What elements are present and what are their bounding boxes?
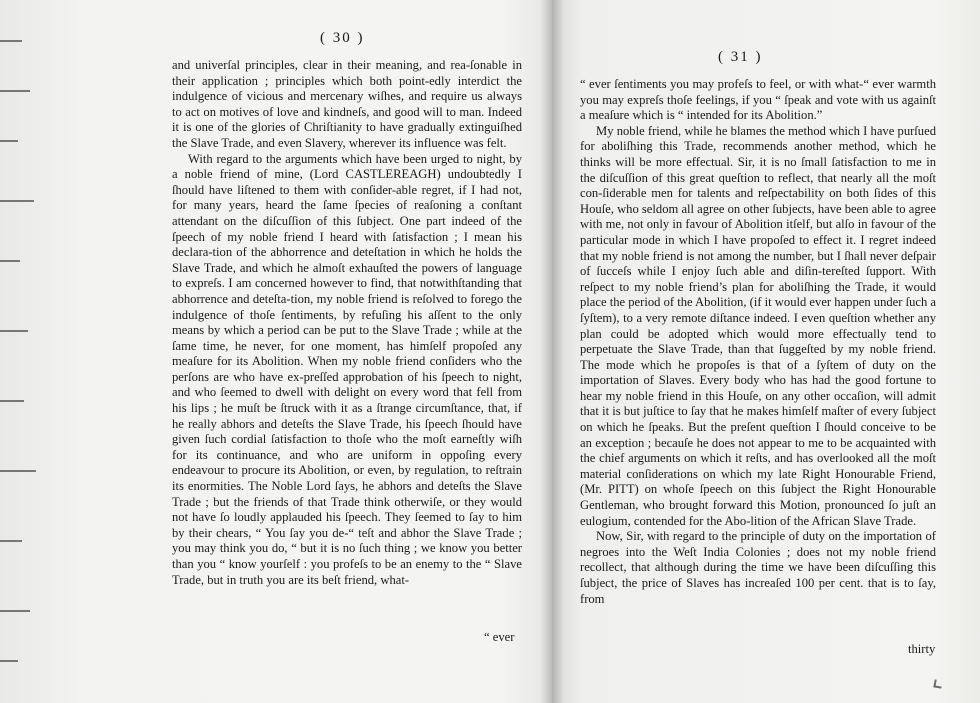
book-gutter	[540, 0, 564, 703]
catchword-left: “ ever	[484, 630, 515, 644]
right-text-column	[580, 77, 936, 607]
page-number-right: ( 31 )	[718, 49, 763, 65]
left-text-column	[172, 58, 522, 588]
catchword-right: thirty	[908, 642, 936, 656]
page-number-left: ( 30 )	[320, 30, 365, 46]
paper-mark	[933, 679, 942, 688]
page-edge-shadows	[0, 0, 60, 703]
paragraph: My noble friend, while he blames the method which I have purſued for aboliſhing this Trade, recommends another method, which he thinks will be more effectual. Sir, it is no ſmall ſatisfaction to me in the diſcuſſion of this great queſtion to reflect, that nearly all the moſt con-ſiderable men for talents and reſpectability on both ſides of this Houſe, who seldom all agree on other ſubjects, have been able to agree with me, not only in favour of Abolition itſelf, but alſo in favour of the particular mode in which I have propoſed to effect it. I regret indeed that my noble friend is not among the number, but I ſhall never deſpair of ſucceſs while I enjoy ſuch able and diſin-tereſted ſupport. With reſpect to my noble friend’s plan for aboliſhing the Trade, it would place the period of the Abolition, (if it would ever happen under ſuch a ſyſtem), to a very remote diſtance indeed. I even queſtion whether any plan could be adopted which would more effectually tend to perpetuate the Slave Trade, than that ſuggeſted by my noble friend. The mode which he propoſes is that of a ſyſtem of duty on the importation of Slaves. Every body who has had the good fortune to hear my noble friend in this Houſe, on any other occaſion, will admit that it is but juſtice to ſay that he makes himſelf maſter of every ſubject on which he ſpeaks. But the preſent queſtion I ſhould conceive to be an exception ; becauſe he does not appear to me to be acquainted with the chief arguments on which it reſts, and has overlooked all the moſt material conſiderations on which my late Right Honourable Friend, (Mr. PITT) on whoſe ſpeech on this ſubject the Right Honourable Gentleman, who brought forward this Motion, pronounced ſo juſt an eulogium, contended for the Abo-lition of the African Slave Trade.	[580, 123, 937, 528]
paragraph: and univerſal principles, clear in their meaning, and rea-ſonable in their application ; principles which both point-edly interdict the indulgence of vicious and mercenary wiſhes, and require us always to act on motives of love and kindneſs, and good will to man. Indeed it is one of the glories of Chriſtianity to have gradually extinguiſhed the Slave Trade, and even Slavery, wherever its influence was felt.	[172, 58, 522, 150]
paragraph: With regard to the arguments which have been urged to night, by a noble friend of mine, (Lord CASTLEREAGH) undoubtedly I ſhould have liſtened to them with conſider-able regret, if I had not, for many years, heard the ſame ſpecies of reaſoning a conſtant attendant on the diſcuſſion of this ſubject. One part indeed of the ſpeech of my noble friend I heard with ſatisfaction ; I mean his declara-tion of the abhorrence and deteſtation in which he holds the Slave Trade, and which he almoſt exhauſted the powers of language to expreſs. I am concerned however to find, that notwithſtanding that abhorrence and deteſta-tion, my noble friend is reſolved to forego the indulgence of thoſe ſentiments, by refuſing his aſſent to the only means by which a period can be put to the Slave Trade ; while at the ſame time, he never, for one moment, has himſelf propoſed any meaſure for its Abolition. When my noble friend conſiders who the perſons are who have ex-preſſed approbation of his ſpeech to night, and who ſeemed to dwell with delight on every word that fell from his lips ; he muſt be ſtruck with it as a ſtrange circumſtance, that, if he really abhors and deteſts the Slave Trade, his ſpeech ſhould have given ſuch cordial ſatisfaction to thoſe who the moſt earneſtly wiſh for its continuance, and who are uniform in oppoſing every endeavour to procure its Abolition, or even, by regulation, to reſtrain its enormities. The Noble Lord ſays, he abhors and deteſts the Slave Trade ; but the friends of that Trade think otherwiſe, or they would not have ſo loudly applauded his ſpeech. They ſeemed to ſay to him by their chears, “ You ſay you de-“ teſt and abhor the Slave Trade ; you may think you do, “ but it is no ſuch thing ; we know you better than you “ know yourſelf : you profeſs to be an enemy to the “ Slave Trade, but in truth you are its beſt friend, what-	[172, 151, 522, 587]
paragraph: Now, Sir, with regard to the principle of duty on the importation of negroes into the Weſt India Colonies ; does not my noble friend recollect, that although during the time we have been diſcuſſing this ſubject, the price of Slaves has increaſed 100 per cent. that is to ſay, from	[580, 529, 936, 606]
paragraph: “ ever ſentiments you may profeſs to feel, or with what-“ ever warmth you may expreſs thoſe feelings, if you “ ſpeak and vote with us againſt a meaſure which is “ intended for its Abolition.”	[580, 77, 936, 123]
